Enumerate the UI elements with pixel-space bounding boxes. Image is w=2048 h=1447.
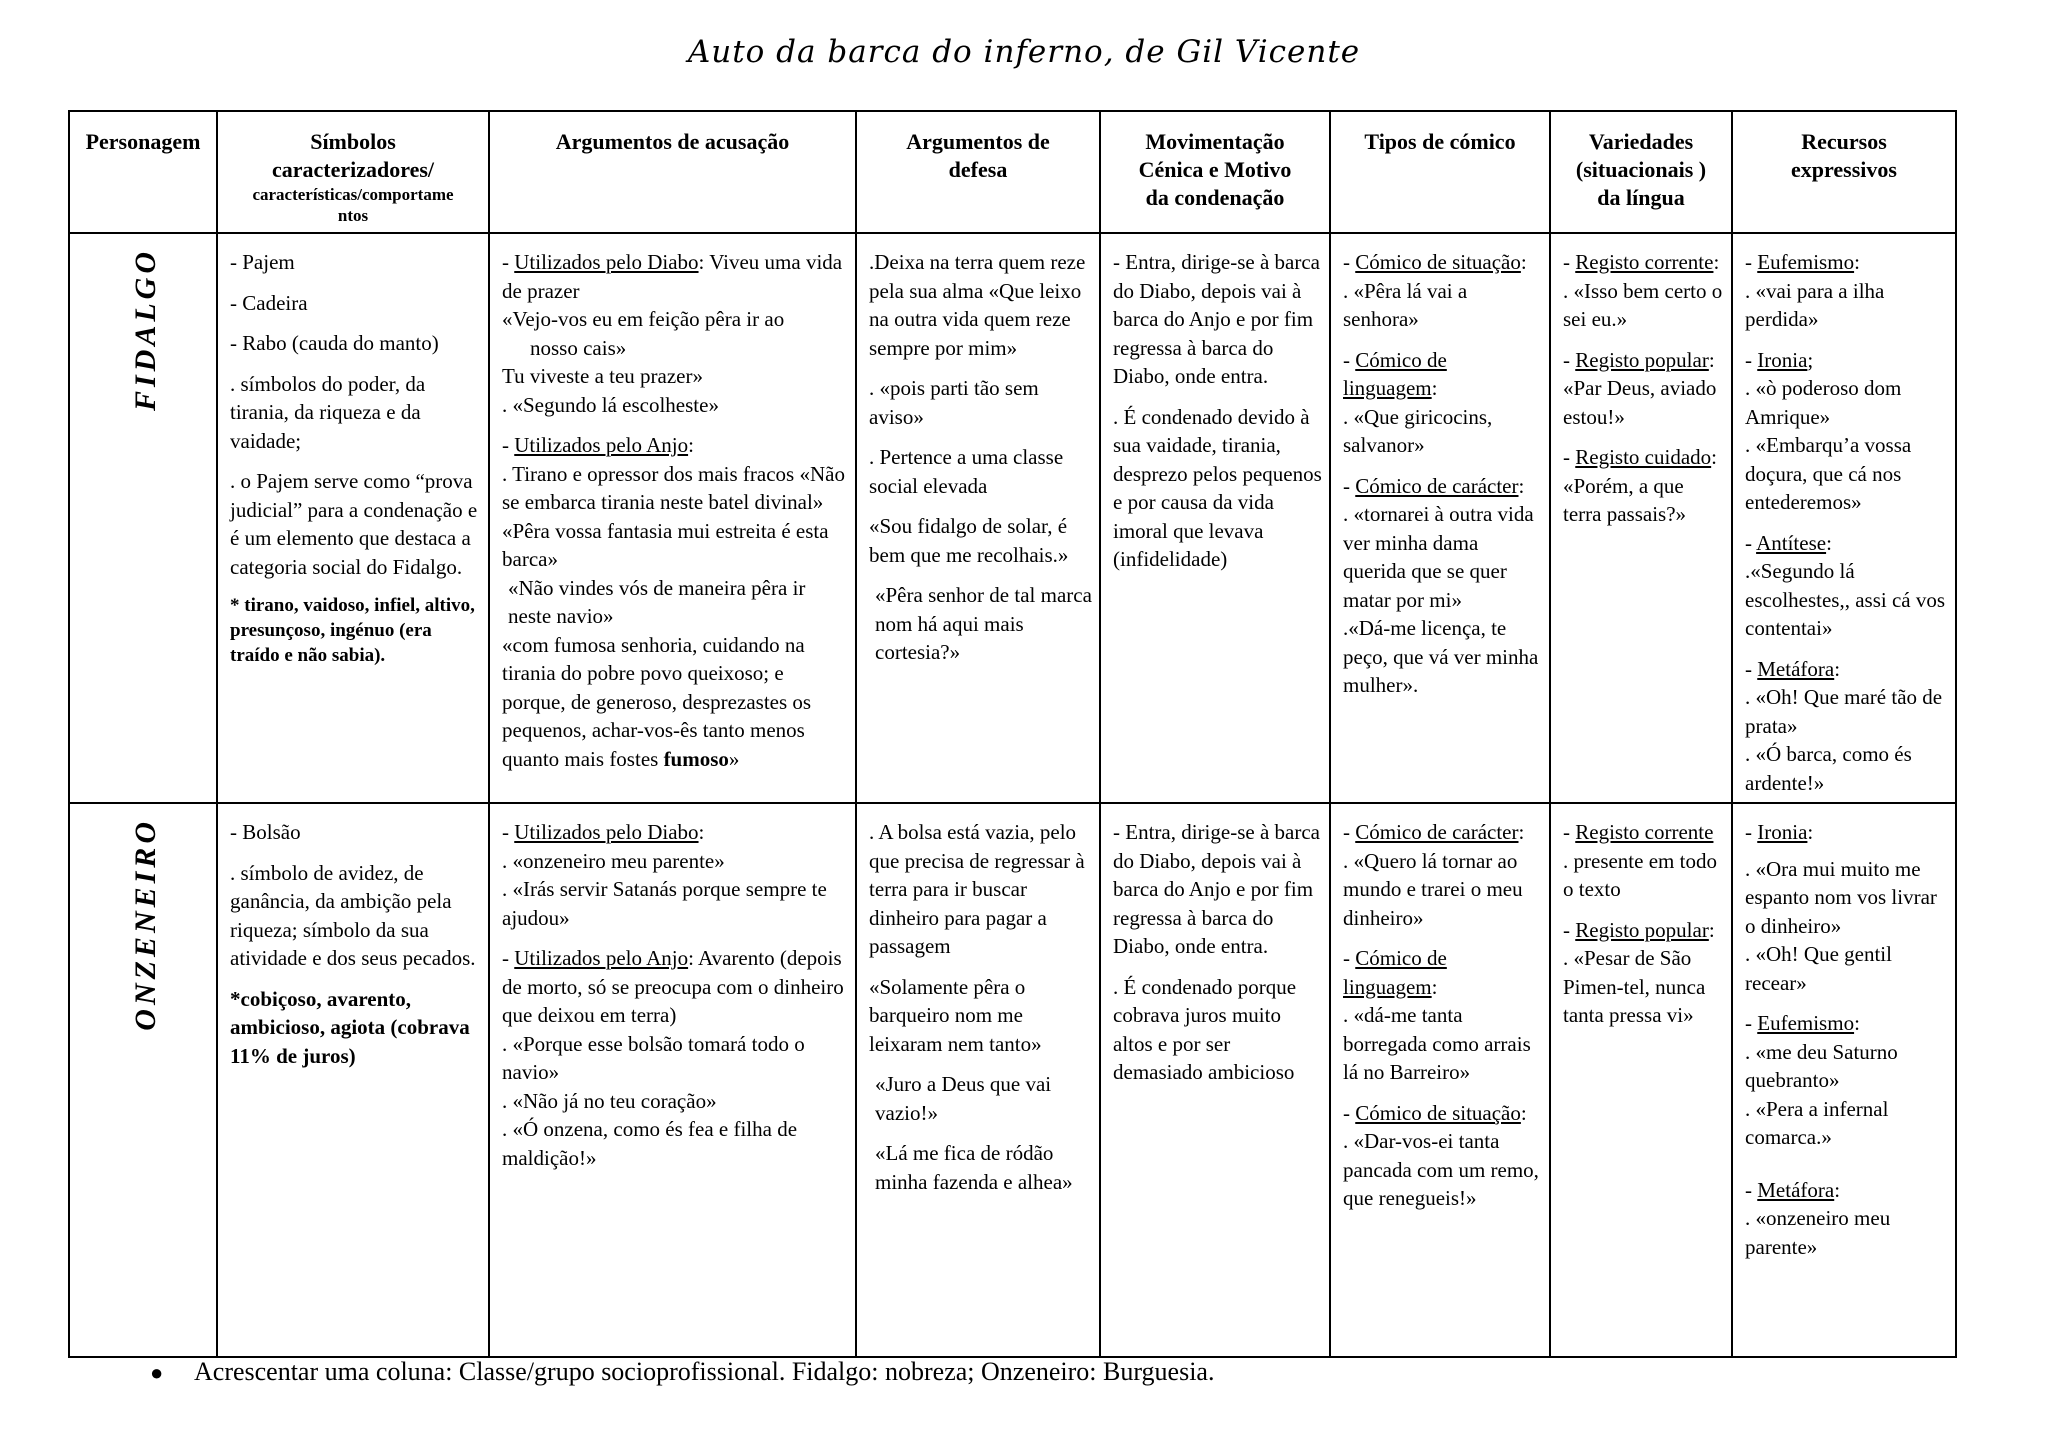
header-simbolos-line2: caracterizadores/ (271, 157, 435, 182)
header-variedades-line1: Variedades (1588, 129, 1694, 154)
onzeneiro-comico-cell (1330, 803, 1550, 1357)
onzeneiro-defesa-item: «Lá me fica de ródão minha fazenda e alhea» (875, 1141, 1073, 1194)
page-title: Auto da barca do inferno, de Gil Vicente (687, 34, 1361, 70)
footnote (150, 1357, 1214, 1387)
footnote-text: Acrescentar uma coluna: Classe/grupo socioprofissional. Fidalgo: nobreza; Onzeneiro: Burguesia. (194, 1357, 1215, 1386)
onzeneiro-defesa-item: . A bolsa está vazia, pelo que precisa de regressar à terra para ir buscar dinheiro para pagar a passagem (869, 820, 1085, 958)
fidalgo-acusacao-anjo: - Utilizados pelo Anjo: . Tirano e opressor dos mais fracos «Não se embarca tirania neste batel divinal» «Pêra vossa fantasia mui estreita é esta barca» «Não vindes vós de maneira pêra ir neste navio» «com fumosa senhoria, cuidando na tirania do pobre povo queixoso; e porque, de generoso, desprezastes os pequenos, achar-vos-ês tanto menos quanto mais fostes fumoso» (502, 431, 849, 773)
fidalgo-movimentacao-item: - Entra, dirige-se à barca do Diabo, depois vai à barca do Anjo e por fim regressa à barca do Diabo, onde entra. (1113, 250, 1320, 388)
header-variedades (1550, 111, 1732, 233)
fidalgo-simbolo-item: - Rabo (cauda do manto) (230, 331, 439, 355)
onzeneiro-acusacao-anjo: - Utilizados pelo Anjo: Avarento (depois de morto, só se preocupa com o dinheiro que deixou em terra) . «Porque esse bolsão tomará todo o navio» . «Não já no teu coração» . «Ó onzena, como és fea e filha de maldição!» (502, 944, 849, 1172)
fidalgo-anjo-label: Utilizados pelo Anjo (514, 433, 689, 457)
fidalgo-quote: . «Segundo lá escolheste» (502, 392, 719, 417)
onzeneiro-acusacao-diabo: - Utilizados pelo Diabo: . «onzeneiro meu parente» . «Irás servir Satanás porque sempre te ajudou» (502, 818, 849, 932)
header-simbolos (217, 111, 489, 233)
fidalgo-defesa-item: «Sou fidalgo de solar, é bem que me recolhais.» (869, 514, 1069, 567)
header-movimentacao-line1: Movimentação (1145, 129, 1285, 154)
fidalgo-registo-popular: - Registo popular: «Par Deus, aviado estou!» (1563, 347, 1717, 429)
fidalgo-comico-cell (1330, 233, 1550, 803)
fidalgo-acusacao-cell (489, 233, 856, 803)
fidalgo-recurso-eufemismo: - Eufemismo: . «vai para a ilha perdida» (1745, 250, 1885, 331)
header-personagem: Personagem (69, 111, 217, 233)
onzeneiro-quote: . «Não já no teu coração» (502, 1088, 717, 1113)
header-simbolos-line1: Símbolos (310, 129, 396, 154)
header-recursos-line1: Recursos (1801, 129, 1887, 154)
onzeneiro-quote: . «Porque esse bolsão tomará todo o navio» (502, 1031, 805, 1084)
header-simbolos-line3: características/comportame (252, 185, 454, 204)
onzeneiro-quote: . «Irás servir Satanás porque sempre te ajudou» (502, 877, 827, 930)
onzeneiro-recursos-cell (1732, 803, 1956, 1357)
header-variedades-line3: da língua (1597, 185, 1685, 210)
character-table (68, 110, 1957, 1358)
onzeneiro-quote: . «onzeneiro meu parente» (502, 848, 725, 873)
onzeneiro-traits: *cobiçoso, avarento, ambicioso, agiota (cobrava 11% de juros) (230, 986, 470, 1068)
header-variedades-line2: (situacionais ) (1575, 157, 1707, 182)
character-name-fidalgo: FIDALGO (128, 248, 162, 412)
header-recursos-line2: expressivos (1791, 157, 1897, 182)
onzeneiro-variedades-cell (1550, 803, 1732, 1357)
fidalgo-recurso-antitese: - Antítese: .«Segundo lá escolhestes,, assi cá vos contentai» (1745, 530, 1946, 640)
header-recursos (1732, 111, 1956, 233)
onzeneiro-movimentacao-item: - Entra, dirige-se à barca do Diabo, depois vai à barca do Anjo e por fim regressa à barca do Diabo, onde entra. (1113, 820, 1320, 958)
fidalgo-registo-cuidado: - Registo cuidado: «Porém, a que terra passais?» (1563, 445, 1717, 526)
onzeneiro-movimentacao-cell (1100, 803, 1330, 1357)
fidalgo-defesa-item: .Deixa na terra quem reze pela sua alma «Que leixo na outra vida quem reze sempre por mim» (869, 250, 1086, 360)
fidalgo-quote: Tu viveste a teu prazer» (502, 364, 703, 388)
table-row-onzeneiro (69, 803, 1956, 1357)
fidalgo-quote: nosso cais» (530, 335, 627, 360)
onzeneiro-comico-situacao: - Cómico de situação: . «Dar-vos-ei tanta pancada com um remo, que renegueis!» (1343, 1100, 1539, 1210)
character-name-onzeneiro: ONZENEIRO (128, 818, 162, 1031)
onzeneiro-defesa-item: «Juro a Deus que vai vazio!» (875, 1072, 1052, 1125)
onzeneiro-simbolos-cell (217, 803, 489, 1357)
onzeneiro-condenacao-item: . É condenado porque cobrava juros muito altos e por ser demasiado ambicioso (1113, 974, 1297, 1084)
header-movimentacao-line3: da condenação (1145, 185, 1285, 210)
fidalgo-recursos-cell (1732, 233, 1956, 803)
fidalgo-simbolo-item: . símbolos do poder, da tirania, da riqueza e da vaidade; (230, 371, 426, 453)
fidalgo-recurso-ironia: - Ironia; . «ò poderoso dom Amrique» . «Embarqu’a vossa doçura, que cá nos entederemos» (1745, 347, 1912, 514)
fidalgo-simbolo-item: . o Pajem serve como “prova judicial” para a condenação e é um elemento que destaca a categoria social do Fidalgo. (230, 469, 478, 579)
fidalgo-acusacao-diabo: - Utilizados pelo Diabo: Viveu uma vida de prazer «Vejo-vos eu em feição pêra ir ao nosso cais» Tu viveste a teu prazer» . «Segundo lá escolheste» (502, 248, 849, 419)
onzeneiro-registo-popular: - Registo popular: . «Pesar de São Pimen-tel, nunca tanta pressa vi» (1563, 917, 1715, 1027)
fidalgo-comico-situacao: - Cómico de situação: . «Pêra lá vai a senhora» (1343, 250, 1527, 331)
onzeneiro-quote: . «Ó onzena, como és fea e filha de maldição!» (502, 1117, 798, 1170)
header-defesa (856, 111, 1100, 233)
header-movimentacao-line2: Cénica e Motivo (1138, 157, 1292, 182)
onzeneiro-recurso-eufemismo: - Eufemismo: . «me deu Saturno quebranto» . «Pera a infernal comarca.» (1745, 1011, 1898, 1149)
fidalgo-defesa-cell (856, 233, 1100, 803)
header-defesa-line2: defesa (948, 157, 1008, 182)
onzeneiro-comico-caracter: - Cómico de carácter: . «Quero lá tornar ao mundo e trarei o meu dinheiro» (1343, 820, 1525, 930)
header-simbolos-line4: ntos (337, 206, 369, 225)
header-row (69, 111, 1956, 233)
fidalgo-variedades-cell (1550, 233, 1732, 803)
onzeneiro-defesa-item: «Solamente pêra o barqueiro nom me leixaram nem tanto» (869, 974, 1042, 1056)
fidalgo-comico-caracter: - Cómico de carácter: . «tornarei à outra vida ver minha dama querida que se quer matar por mi» .«Dá-me licença, te peço, que vá ver minha mulher». (1343, 473, 1539, 697)
fidalgo-quote: «Não vindes vós de maneira pêra ir neste navio» (508, 575, 806, 628)
fidalgo-quote: «com fumosa senhoria, cuidando na tirania do pobre povo queixoso; e porque, de generoso, desprezastes os pequenos, achar-vos-ês tanto menos quanto mais fostes fumoso» (502, 632, 812, 771)
onzeneiro-recurso-ironia: - Ironia: . «Ora mui muito me espanto nom vos livrar o dinheiro» . «Oh! Que gentil recear» (1745, 820, 1937, 995)
fidalgo-simbolo-item: - Pajem (230, 250, 295, 274)
fidalgo-condenacao-item: . É condenado devido à sua vaidade, tirania, desprezo pelos pequenos e por causa da vida imoral que levava (infidelidade) (1113, 404, 1322, 571)
fidalgo-quote: «Vejo-vos eu em feição pêra ir ao (502, 307, 785, 331)
onzeneiro-recurso-metafora: - Metáfora: . «onzeneiro meu parente» (1745, 1177, 1891, 1259)
fidalgo-movimentacao-cell (1100, 233, 1330, 803)
onzeneiro-defesa-cell (856, 803, 1100, 1357)
header-comico: Tipos de cómico (1330, 111, 1550, 233)
fidalgo-diabo-summary: : Viveu uma vida de prazer (502, 250, 843, 303)
header-defesa-line1: Argumentos de (906, 129, 1050, 154)
character-cell-onzeneiro (69, 803, 217, 1357)
fidalgo-defesa-item: «Pêra senhor de tal marca nom há aqui mais cortesia?» (875, 583, 1092, 664)
bullet-icon: ● (150, 1360, 164, 1385)
table-row-fidalgo (69, 233, 1956, 803)
fidalgo-simbolo-item: - Cadeira (230, 290, 308, 315)
fidalgo-simbolos-cell (217, 233, 489, 803)
onzeneiro-comico-linguagem: - Cómico de linguagem: . «dá-me tanta borregada como arrais lá no Barreiro» (1343, 946, 1531, 1084)
onzeneiro-registo-corrente: - Registo corrente . presente em todo o texto (1563, 820, 1717, 901)
onzeneiro-simbolo-item: - Bolsão (230, 820, 301, 844)
fidalgo-traits: * tirano, vaidoso, infiel, altivo, presunçoso, ingénuo (era traído e não sabia). (230, 595, 475, 666)
fidalgo-quote: «Pêra vossa fantasia mui estreita é esta barca» (502, 518, 829, 571)
fidalgo-quote: . Tirano e opressor dos mais fracos «Não se embarca tirania neste batel divinal» (502, 461, 845, 514)
header-acusacao: Argumentos de acusação (489, 111, 856, 233)
fidalgo-defesa-item: . «pois parti tão sem aviso» (869, 376, 1039, 429)
onzeneiro-acusacao-cell (489, 803, 856, 1357)
character-cell-fidalgo (69, 233, 217, 803)
fidalgo-recurso-metafora: - Metáfora: . «Oh! Que maré tão de prata» . «Ó barca, como és ardente!» (1745, 656, 1943, 795)
onzeneiro-simbolo-item: . símbolo de avidez, de ganância, da ambição pela riqueza; símbolo da sua atividade e dos seus pecados. (230, 860, 476, 970)
fidalgo-diabo-label: Utilizados pelo Diabo (514, 250, 699, 274)
fidalgo-comico-linguagem: - Cómico de linguagem: . «Que giricocins, salvanor» (1343, 347, 1493, 457)
fidalgo-registo-corrente: - Registo corrente: . «Isso bem certo o sei eu.» (1563, 250, 1723, 331)
header-movimentacao (1100, 111, 1330, 233)
fidalgo-defesa-item: . Pertence a uma classe social elevada (869, 445, 1064, 498)
